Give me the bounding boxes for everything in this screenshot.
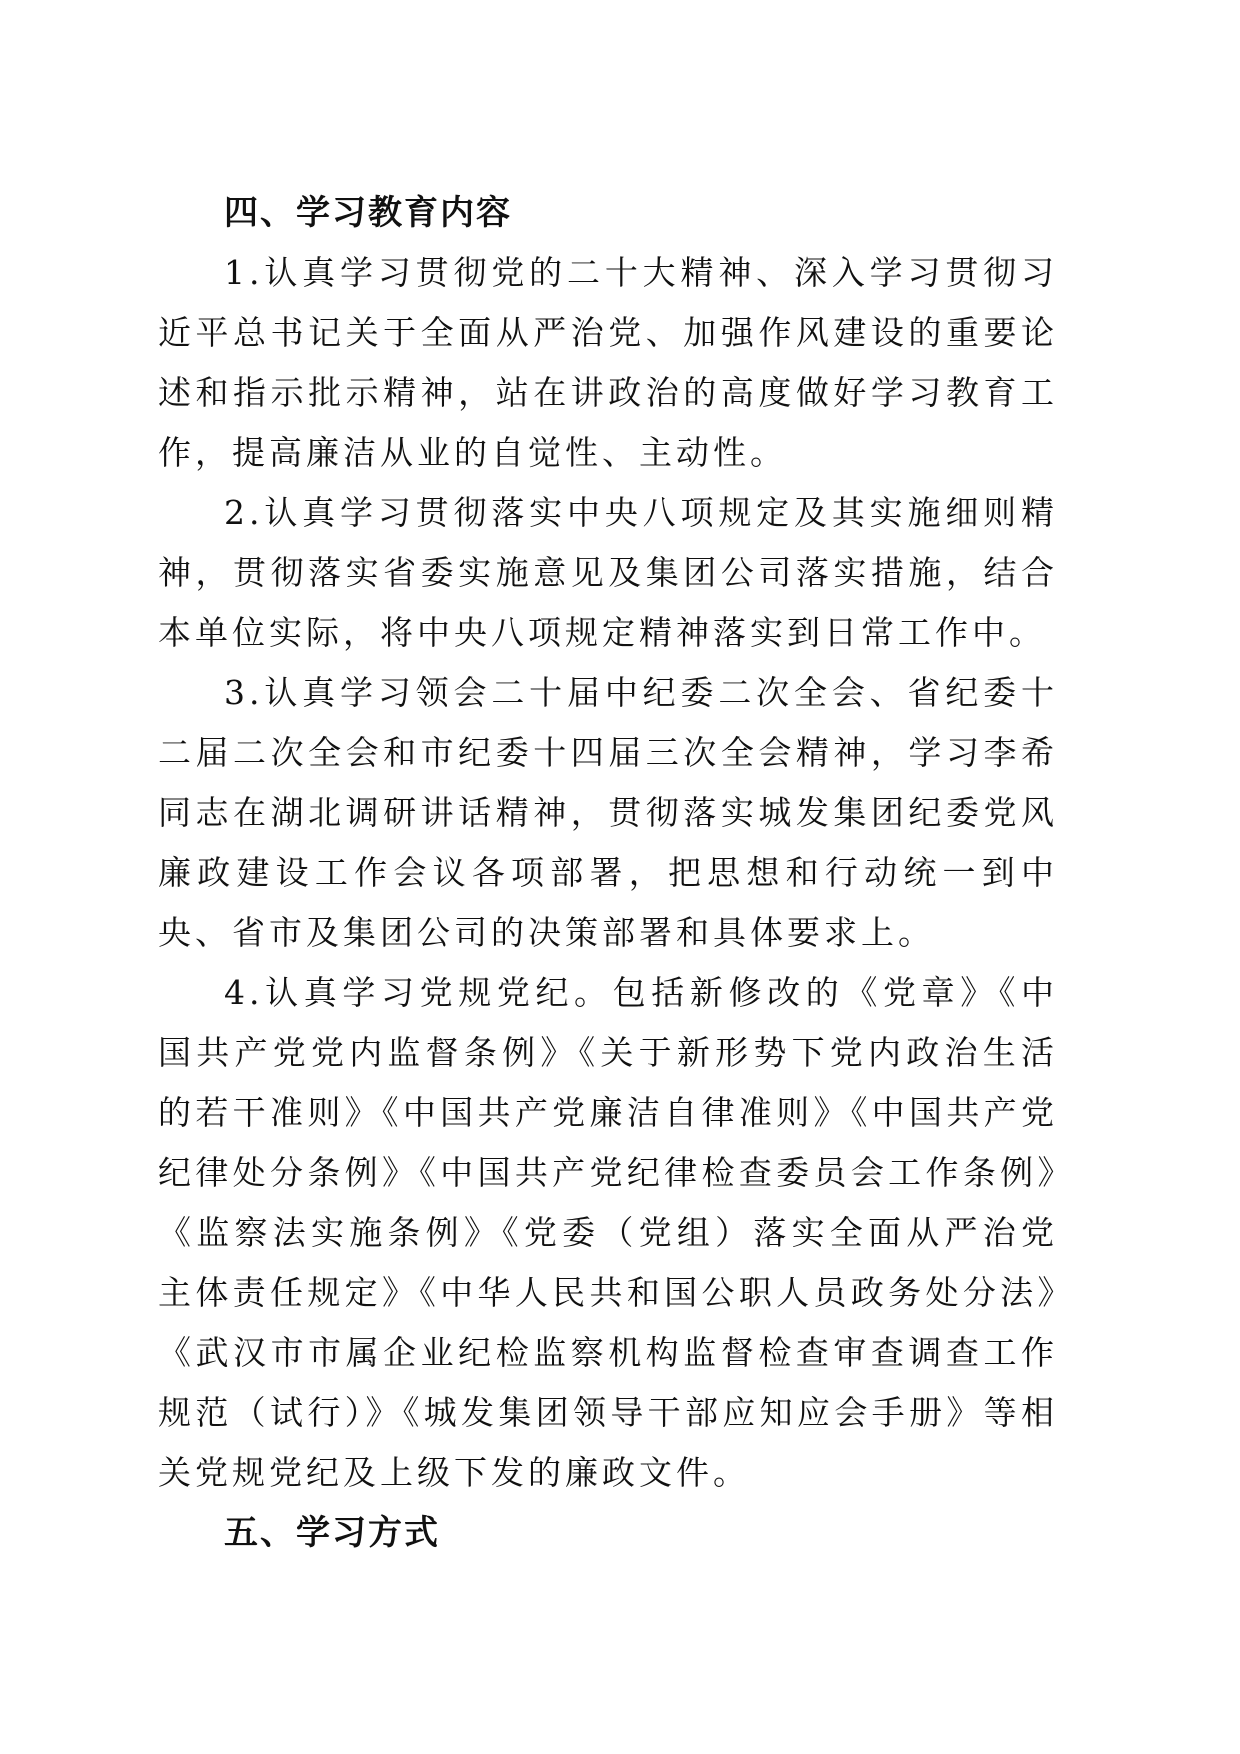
paragraph-item-1: 1.认真学习贯彻党的二十大精神、深入学习贯彻习近平总书记关于全面从严治党、加强作风建设的重要论述和指示批示精神，站在讲政治的高度做好学习教育工作，提高廉洁从业的自觉性、主动性。 (158, 253, 1058, 472)
paragraph-item-2: 2.认真学习贯彻落实中央八项规定及其实施细则精神，贯彻落实省委实施意见及集团公司落实措施，结合本单位实际，将中央八项规定精神落实到日常工作中。 (158, 493, 1058, 652)
document-body (158, 183, 1058, 1563)
paragraph-item-4: 4.认真学习党规党纪。包括新修改的《党章》《中国共产党党内监督条例》《关于新形势下党内政治生活的若干准则》《中国共产党廉洁自律准则》《中国共产党纪律处分条例》《中国共产党纪律检查委员会工作条例》《监察法实施条例》《党委（党组）落实全面从严治党主体责任规定》《中华人民共和国公职人员政务处分法》《武汉市市属企业纪检监察机构监督检查审查调查工作规范（试行）》《城发集团领导干部应知应会手册》等相关党规党纪及上级下发的廉政文件。 (158, 973, 1058, 1492)
section-heading-study-method: 五、学习方式 (224, 1513, 440, 1553)
paragraph-item-3: 3.认真学习领会二十届中纪委二次全会、省纪委十二届二次全会和市纪委十四届三次全会精神，学习李希同志在湖北调研讲话精神，贯彻落实城发集团纪委党风廉政建设工作会议各项部署，把思想和行动统一到中央、省市及集团公司的决策部署和具体要求上。 (158, 673, 1058, 952)
section-heading-study-content: 四、学习教育内容 (224, 193, 512, 233)
